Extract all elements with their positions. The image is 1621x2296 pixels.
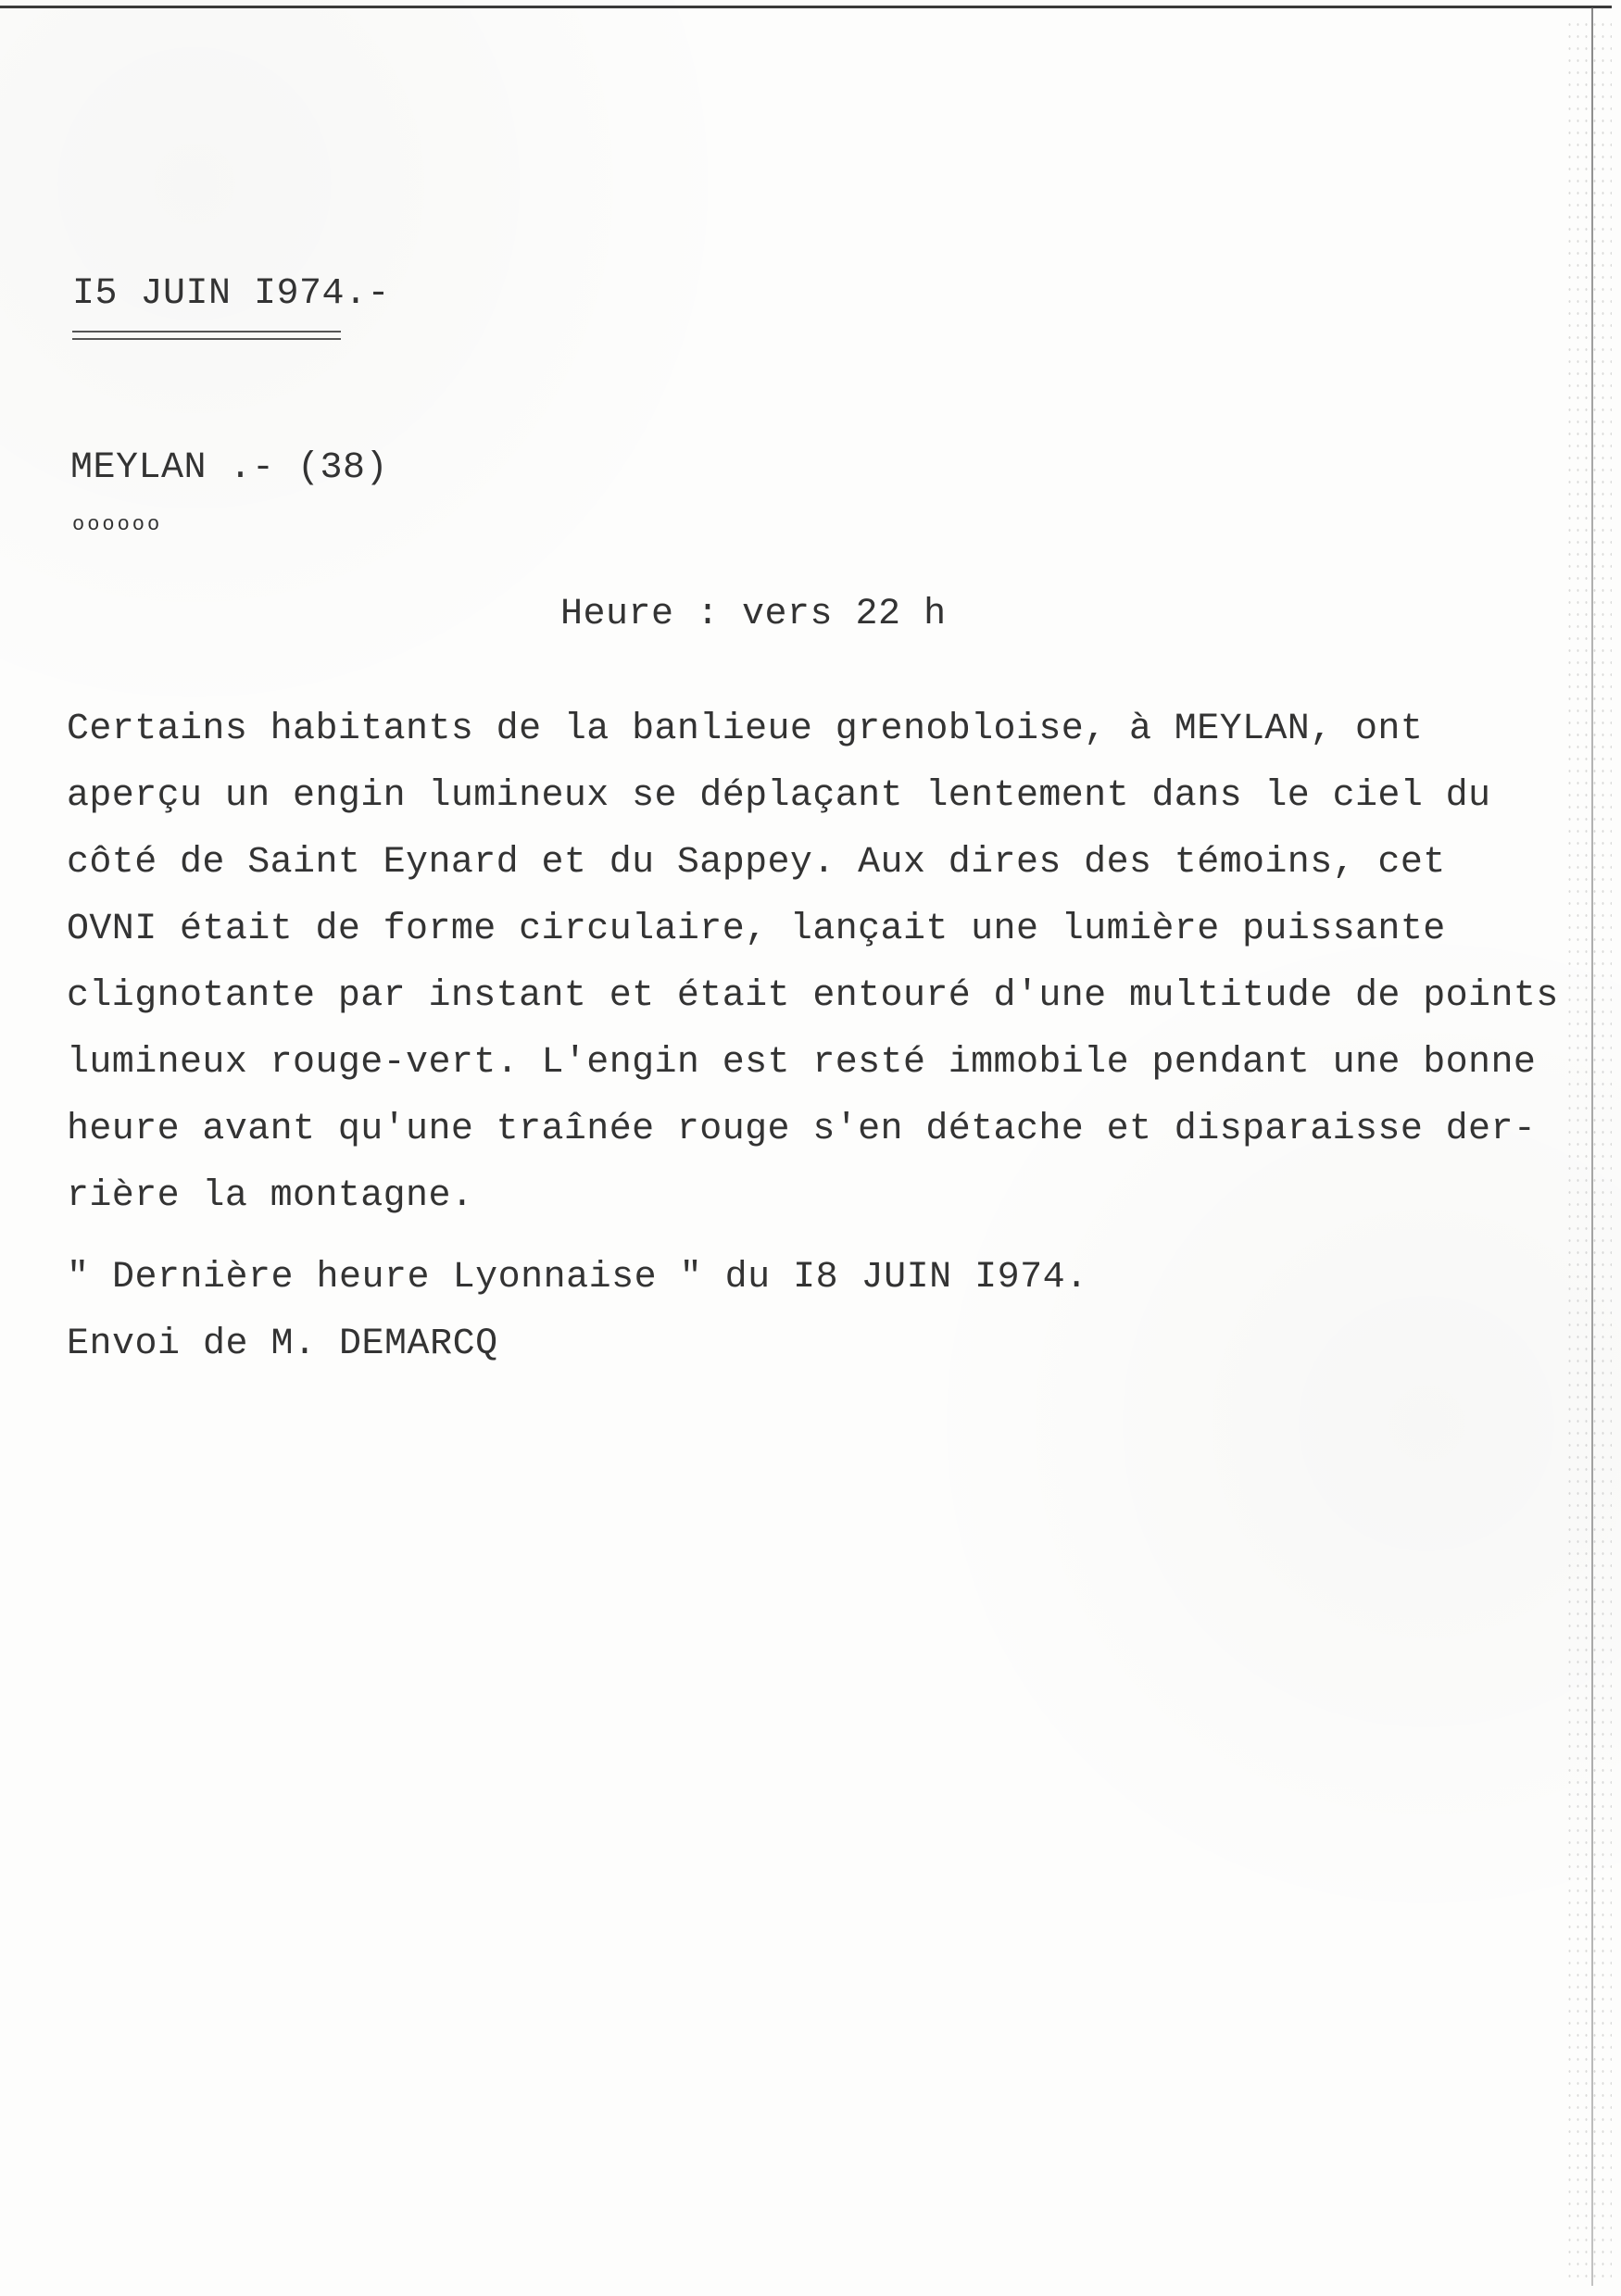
sender-line: Envoi de M. DEMARCQ (67, 1324, 498, 1365)
body-line: OVNI était de forme circulaire, lançait une lumière puissante (67, 909, 1446, 950)
location-heading: MEYLAN .- (38) (70, 447, 389, 489)
date-underline (72, 331, 341, 340)
source-citation: " Dernière heure Lyonnaise " du I8 JUIN I974. (67, 1257, 1088, 1299)
body-line: Certains habitants de la banlieue grenobloise, à MEYLAN, ont (67, 709, 1424, 750)
body-line: lumineux rouge-vert. L'engin est resté immobile pendant une bonne (67, 1042, 1537, 1084)
scan-edge-noise (1565, 19, 1612, 2278)
body-line: aperçu un engin lumineux se déplaçant lentement dans le ciel du (67, 775, 1491, 817)
right-border-rule (1591, 7, 1593, 2286)
time-line: Heure : vers 22 h (560, 594, 947, 635)
top-border-rule (0, 6, 1612, 8)
body-line: côté de Saint Eynard et du Sappey. Aux dires des témoins, cet (67, 842, 1446, 884)
body-paragraph (67, 696, 1567, 1230)
location-decoration: oooooo (72, 513, 163, 536)
body-line: clignotante par instant et était entouré d'une multitude de points (67, 975, 1559, 1017)
date-heading: I5 JUIN I974.- (72, 273, 391, 315)
body-line: rière la montagne. (67, 1175, 474, 1217)
body-line: heure avant qu'une traînée rouge s'en détache et disparaisse der- (67, 1109, 1537, 1150)
